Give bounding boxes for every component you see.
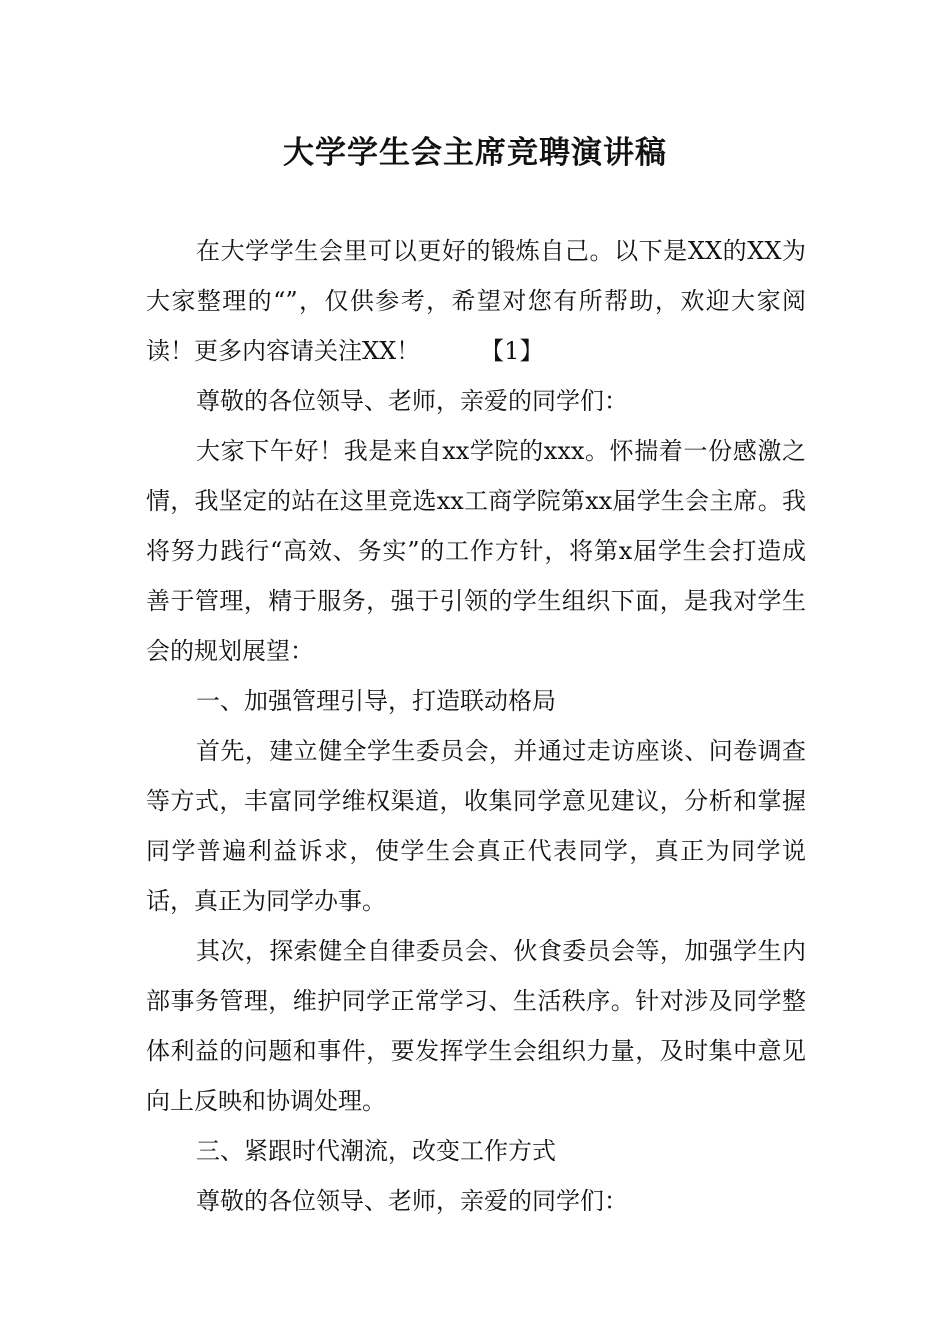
paragraph-salutation-repeat: 尊敬的各位领导、老师，亲爱的同学们： bbox=[196, 1187, 628, 1215]
document-title: 大学学生会主席竞聘演讲稿 bbox=[283, 135, 667, 171]
paragraph-second-point: 其次，探索健全自律委员会、伙食委员会等，加强学生内部事务管理，维护同学正常学习、生活秩序。针对涉及同学整体利益的问题和事件，要发挥学生会组织力量，及时集中意见向上反映和协调处理。 bbox=[146, 937, 806, 1115]
paragraph-first-point: 首先，建立健全学生委员会，并通过走访座谈、问卷调查等方式，丰富同学维权渠道，收集同学意见建议，分析和掌握同学普遍利益诉求，使学生会真正代表同学，真正为同学说话，真正为同学办事。 bbox=[146, 737, 806, 915]
section-heading-one: 一、加强管理引导，打造联动格局 bbox=[196, 687, 556, 715]
paragraph-intro: 在大学学生会里可以更好的锻炼自己。以下是XX的XX为大家整理的“”，仅供参考，希望对您有所帮助，欢迎大家阅读！更多内容请关注XX！ 【1】 bbox=[146, 237, 806, 365]
paragraph-self-introduction: 大家下午好！我是来自xx学院的xxx。怀揣着一份感激之情，我坚定的站在这里竞选xx工商学院第xx届学生会主席。我将努力践行“高效、务实”的工作方针，将第x届学生会打造成善于管理，精于服务，强于引领的学生组织下面，是我对学生会的规划展望： bbox=[146, 437, 806, 665]
section-heading-three: 三、紧跟时代潮流，改变工作方式 bbox=[196, 1137, 556, 1165]
paragraph-salutation: 尊敬的各位领导、老师，亲爱的同学们： bbox=[196, 387, 628, 415]
document-body bbox=[146, 226, 806, 1226]
